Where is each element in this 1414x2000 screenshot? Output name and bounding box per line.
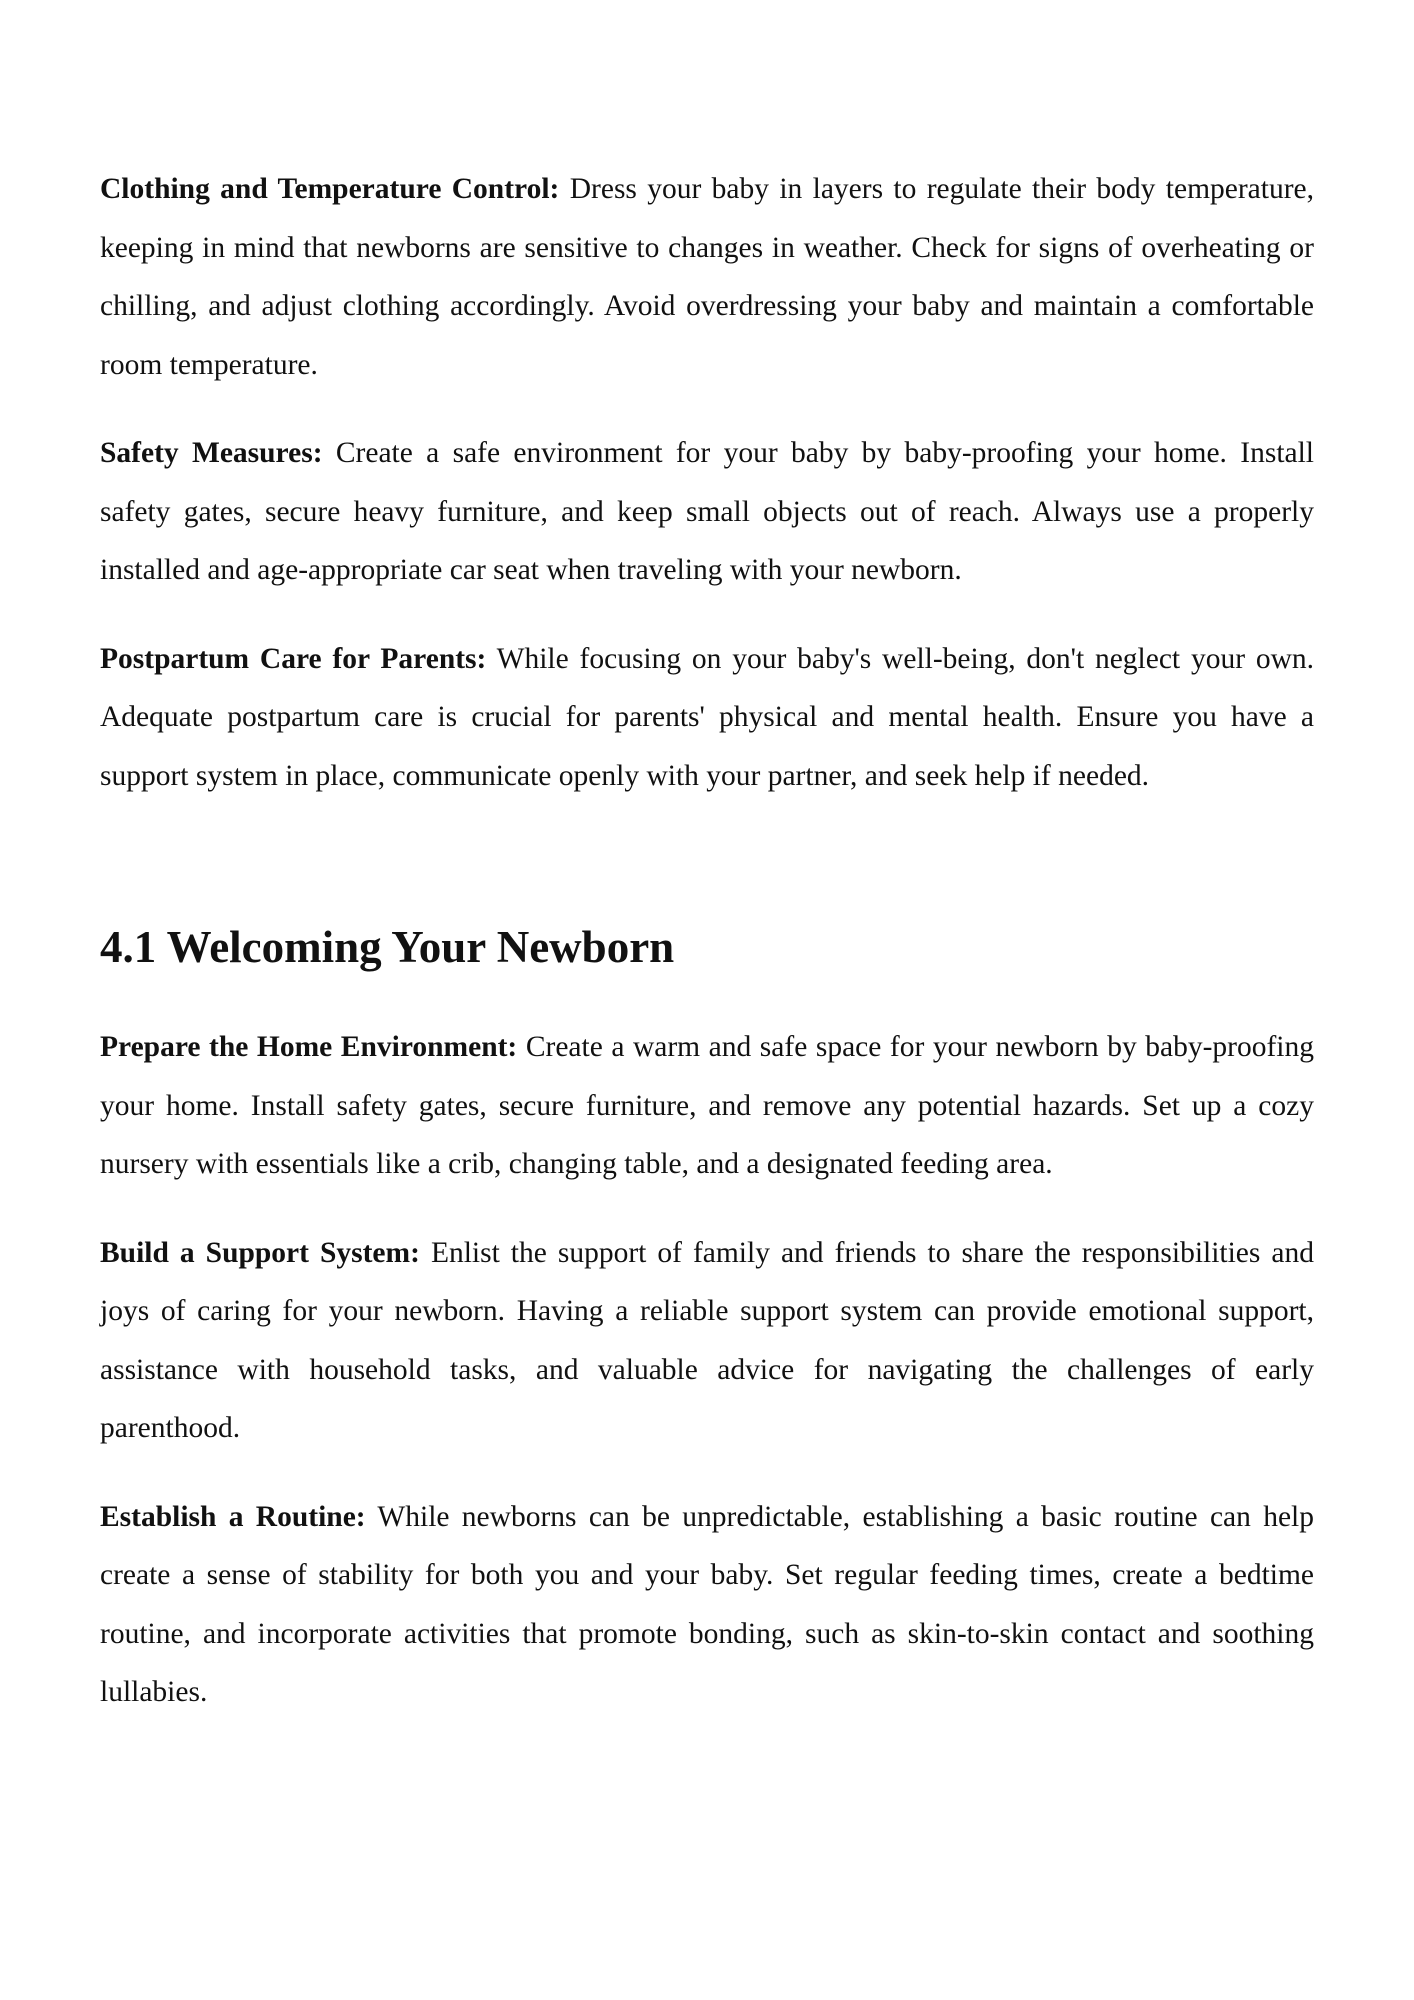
paragraph-prepare-home xyxy=(100,1018,1314,1194)
page-content xyxy=(100,160,1314,1722)
paragraph-support-system xyxy=(100,1224,1314,1458)
paragraph-text: Dress your baby in layers to regulate their body temperature, keeping in mind that newborns are sensitive to changes in weather. Check for signs of overheating or chilling, and adjust clothing accordingly. Avoid overdressing your baby and maintain a comfortable room temperature. xyxy=(100,173,1315,381)
paragraph-lead: Establish a Routine: xyxy=(100,1500,366,1533)
paragraph-lead: Clothing and Temperature Control: xyxy=(100,173,560,205)
paragraph-safety-measures xyxy=(100,424,1314,600)
paragraph-lead: Postpartum Care for Parents: xyxy=(100,642,487,675)
paragraph-lead: Prepare the Home Environment: xyxy=(100,1031,518,1063)
paragraph-clothing-temperature xyxy=(100,160,1314,394)
paragraph-text: Create a warm and safe space for your newborn by baby-proofing your home. Install safety gates, secure furniture, and remove any potential hazards. Set up a cozy nursery with essentials like a crib, changing table, and a designated feeding area. xyxy=(100,1031,1314,1180)
paragraph-lead: Safety Measures: xyxy=(100,437,323,469)
paragraph-establish-routine xyxy=(100,1488,1314,1722)
paragraph-text: While newborns can be unpredictable, establishing a basic routine can help create a sense of stability for both you and your baby. Set regular feeding times, create a bedtime routine, and incorporate activities that promote bonding, such as skin-to-skin contact and soothing lullabies. xyxy=(100,1500,1314,1708)
paragraph-postpartum-care xyxy=(100,630,1314,806)
paragraph-text: Enlist the support of family and friends to share the responsibilities and joys of caring for your newborn. Having a reliable support system can provide emotional support, assistance with household tasks, and valuable advice for navigating the challenges of early parenthood. xyxy=(100,1236,1314,1444)
paragraph-text: While focusing on your baby's well-being, don't neglect your own. Adequate postpartum care is crucial for parents' physical and mental health. Ensure you have a support system in place, communicate openly with your partner, and seek help if needed. xyxy=(100,642,1314,792)
section-heading: 4.1 Welcoming Your Newborn xyxy=(100,922,675,972)
paragraph-text: Create a safe environment for your baby by baby-proofing your home. Install safety gates, secure heavy furniture, and keep small objects out of reach. Always use a properly installed and age-appropriate car seat when traveling with your newborn. xyxy=(100,437,1314,586)
paragraph-lead: Build a Support System: xyxy=(100,1236,420,1269)
